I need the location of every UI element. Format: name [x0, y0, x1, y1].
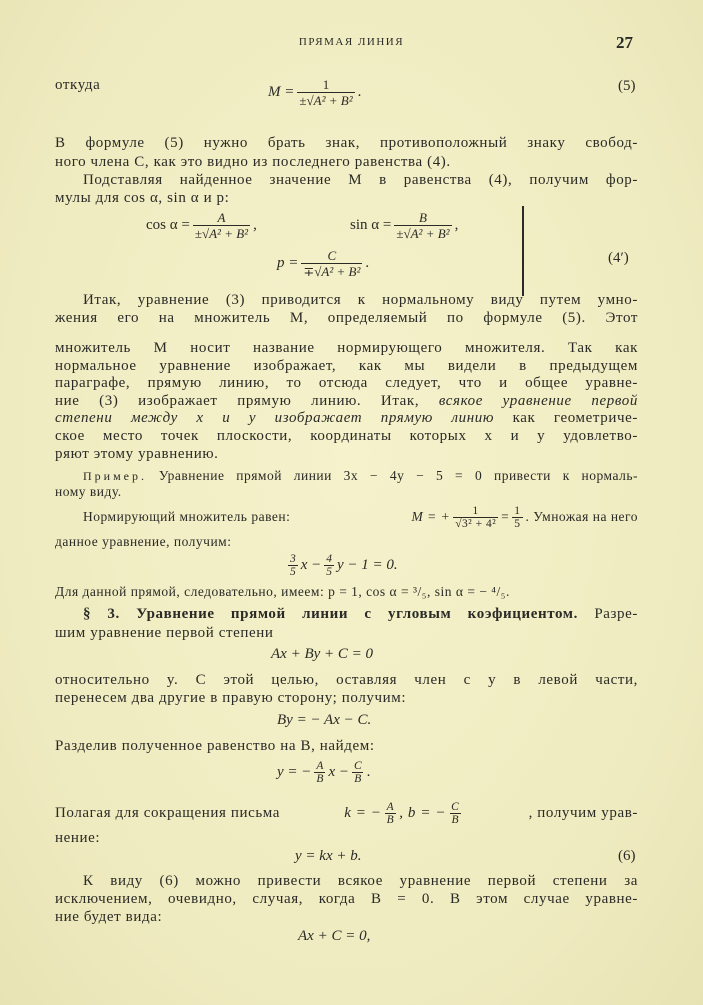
formula-lhs: cos α =: [146, 217, 190, 233]
text-line: исключением, очевидно, случая, когда B = 0. В этом случае уравне-: [55, 891, 638, 907]
text-line: ного члена C, как это видно из последнего равенства (4).: [55, 154, 451, 170]
fraction: [324, 553, 334, 578]
fraction: [512, 505, 522, 530]
punct: ,: [454, 217, 459, 233]
punct: .: [366, 764, 371, 780]
running-header: ПРЯМАЯ ЛИНИЯ: [298, 36, 405, 48]
denominator: 5: [514, 517, 521, 530]
fraction: [385, 801, 397, 826]
page-number: 27: [616, 33, 633, 52]
text-line: нормальное уравнение изображает, как мы видели в предыдущем: [55, 358, 638, 374]
numerator: A: [217, 210, 226, 225]
text-span: Разре-: [594, 606, 638, 622]
term: x −: [328, 764, 349, 780]
numerator: 1: [472, 504, 479, 517]
punct: .: [365, 255, 370, 271]
text-line: Подставляя найденное значение M в равенства (4), получим фор-: [83, 172, 638, 188]
fraction: [301, 248, 362, 279]
numerator: 1: [322, 77, 330, 92]
equals: =: [501, 509, 510, 524]
equation-tag: (4′): [608, 250, 629, 266]
equation-bracket: [522, 206, 524, 296]
numerator: A: [386, 800, 395, 813]
text-line: откуда: [55, 77, 101, 93]
formula-sin: [350, 210, 458, 241]
numerator: 3: [290, 553, 296, 565]
formula-lhs: sin α =: [350, 217, 392, 233]
denominator: B: [386, 813, 395, 826]
text-line: ряют этому уравнению.: [55, 446, 219, 462]
text-span: Полагая для сокращения письма: [55, 805, 281, 821]
emphasis-text: степени между x и y изображает прямую линию: [55, 410, 495, 426]
denominator: B: [451, 813, 460, 826]
emphasis-text: всякое уравнение первой: [438, 393, 638, 409]
equation-tag: (5): [618, 78, 636, 94]
formula-lhs: M =: [268, 84, 295, 100]
text-line: множитель M носит название нормирующего множителя. Так как: [55, 340, 638, 356]
sqrt-sign: ±√: [194, 226, 210, 241]
equation-tag: (6): [618, 848, 636, 864]
section-heading: [83, 604, 638, 624]
radicand: 3² + 4²: [462, 517, 497, 530]
numerator: C: [327, 248, 337, 263]
numerator: C: [451, 800, 460, 813]
normalizing-line: [83, 503, 638, 531]
denominator: 5: [326, 566, 333, 578]
text-line: относительно y. С этой целью, оставляя член с y в левой части,: [55, 672, 638, 688]
sqrt-sign: ±√: [299, 93, 314, 108]
formula-lhs: M = +: [411, 509, 451, 524]
fraction: [314, 760, 325, 785]
text-line: ному виду.: [55, 484, 122, 499]
text-line: В формуле (5) нужно брать знак, противоположный знаку свобод-: [55, 135, 638, 151]
text-line: жения его на множитель M, определяемый по формуле (5). Этот: [55, 310, 638, 326]
term: , b = −: [399, 805, 447, 821]
equation-general: Ax + By + C = 0: [271, 646, 374, 662]
fraction: [297, 77, 354, 108]
equation-by: By = − Ax − C.: [277, 712, 372, 728]
term: k = −: [344, 805, 382, 821]
formula-lhs: y = −: [277, 764, 312, 780]
numerator: A: [316, 760, 324, 772]
fraction: [352, 760, 364, 785]
term: y − 1 = 0.: [337, 557, 398, 573]
text-line: ние будет вида:: [55, 909, 163, 925]
numerator: 1: [514, 504, 521, 517]
text-line: Разделив полученное равенство на B, найдем:: [55, 738, 375, 754]
text-span: . Умножая на него: [525, 509, 638, 524]
text-line: Для данной прямой, следовательно, имеем: p = 1, cos α = ³/₅, sin α = − ⁴/₅.: [55, 584, 510, 599]
text-span: Нормирующий множитель равен:: [83, 509, 291, 524]
formula-lhs: p =: [277, 255, 299, 271]
sqrt-sign: ±√: [396, 226, 411, 241]
sqrt-sign: ∓√: [303, 264, 322, 279]
example-equation: [285, 553, 398, 578]
text-span: , получим урав-: [528, 805, 638, 821]
text-line: Итак, уравнение (3) приводится к нормальному виду путем умно-: [83, 292, 638, 308]
radicand: A² + B²: [321, 264, 361, 279]
punct: .: [357, 84, 362, 100]
sqrt-sign: √: [455, 517, 463, 530]
fraction: [193, 210, 250, 241]
numerator: B: [418, 210, 427, 225]
denominator: B: [316, 773, 324, 785]
radicand: A² + B²: [313, 93, 353, 108]
equation-6: y = kx + b.: [295, 848, 362, 864]
text-line: шим уравнение первой степени: [55, 625, 274, 641]
denominator: 5: [290, 566, 296, 578]
text-span: как геометриче-: [512, 410, 638, 426]
text-line: перенесем два другие в правую сторону; получим:: [55, 690, 407, 706]
section-title: § 3. Уравнение прямой линии с угловым коэфициентом.: [83, 606, 578, 622]
text-line: [55, 799, 638, 827]
punct: ,: [253, 217, 257, 233]
equation-b-zero: Ax + C = 0,: [298, 928, 371, 944]
text-line: мулы для cos α, sin α и p:: [55, 190, 230, 206]
equation-y: [277, 760, 370, 785]
denominator: B: [354, 773, 362, 785]
fraction: [449, 801, 461, 826]
text-line: параграфе, прямую линию, то отсюда следует, что и общее уравне-: [55, 375, 638, 391]
numerator: C: [353, 760, 362, 772]
text-line: ское место точек плоскости, координаты которых x и y удовлетво-: [55, 428, 638, 444]
text-line: нение:: [55, 830, 101, 846]
fraction: [453, 505, 498, 530]
text-span: ние (3) изображает прямую линию. Итак,: [55, 393, 420, 409]
text-line: К виду (6) можно привести всякое уравнение первой степени за: [83, 873, 638, 889]
text-line: [55, 408, 638, 428]
text-span: Уравнение прямой линии 3x − 4y − 5 = 0 привести к нормаль-: [158, 468, 638, 483]
radicand: A² + B²: [410, 226, 450, 241]
fraction: [394, 210, 451, 241]
radicand: A² + B²: [209, 226, 249, 241]
formula-p: [277, 248, 369, 279]
term: x −: [300, 557, 322, 573]
text-line: данное уравнение, получим:: [55, 534, 232, 549]
fraction: [288, 553, 298, 578]
formula-5: [268, 77, 361, 108]
example-label: Пример.: [83, 469, 148, 483]
formula-cos: [146, 210, 257, 241]
numerator: 4: [326, 553, 333, 565]
